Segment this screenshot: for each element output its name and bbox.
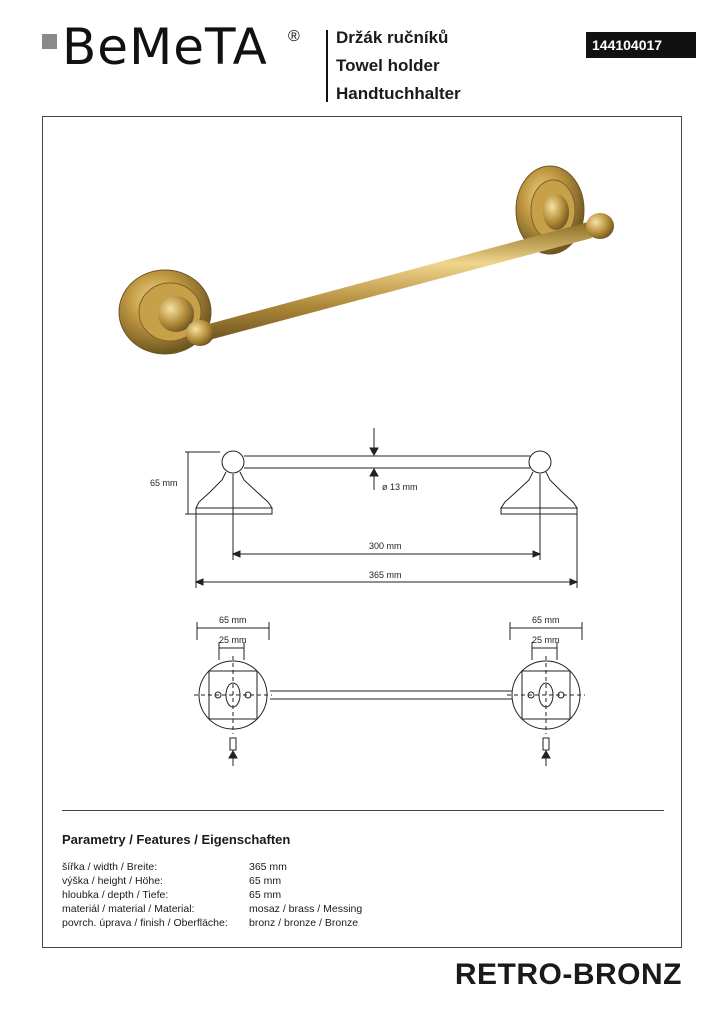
inner-width-label: 300 mm <box>369 541 402 551</box>
feature-value: 65 mm <box>249 875 282 887</box>
features-title: Parametry / Features / Eigenschaften <box>62 832 291 847</box>
side-elevation <box>185 428 577 588</box>
hole-left-label: 25 mm <box>219 635 247 645</box>
feature-value: 65 mm <box>249 889 282 901</box>
title-cz: Držák ručníků <box>336 28 449 47</box>
product-code: 144104017 <box>586 32 696 58</box>
feature-label: výška / height / Höhe: <box>62 875 163 887</box>
product-photo <box>119 166 614 354</box>
base-right-label: 65 mm <box>532 615 560 625</box>
feature-label: šířka / width / Breite: <box>62 861 158 873</box>
plan-view <box>194 622 585 766</box>
base-left-label: 65 mm <box>219 615 247 625</box>
feature-label: hloubka / depth / Tiefe: <box>62 889 169 901</box>
hole-right-label: 25 mm <box>532 635 560 645</box>
registered-mark: ® <box>288 28 300 45</box>
title-de: Handtuchhalter <box>336 84 461 103</box>
feature-value: mosaz / brass / Messing <box>249 903 363 915</box>
features-divider <box>62 810 664 811</box>
feature-value: 365 mm <box>249 861 287 873</box>
feature-value: bronz / bronze / Bronze <box>249 917 359 929</box>
title-en: Towel holder <box>336 56 440 75</box>
brand-logo: BeMeTA <box>62 18 268 76</box>
height-label: 65 mm <box>150 478 178 488</box>
series-name: RETRO-BRONZ <box>454 958 682 991</box>
feature-label: povrch. úprava / finish / Oberfläche: <box>62 917 228 929</box>
feature-label: materiál / material / Material: <box>62 903 195 915</box>
diameter-label: ø 13 mm <box>382 482 418 492</box>
total-width-label: 365 mm <box>369 570 402 580</box>
